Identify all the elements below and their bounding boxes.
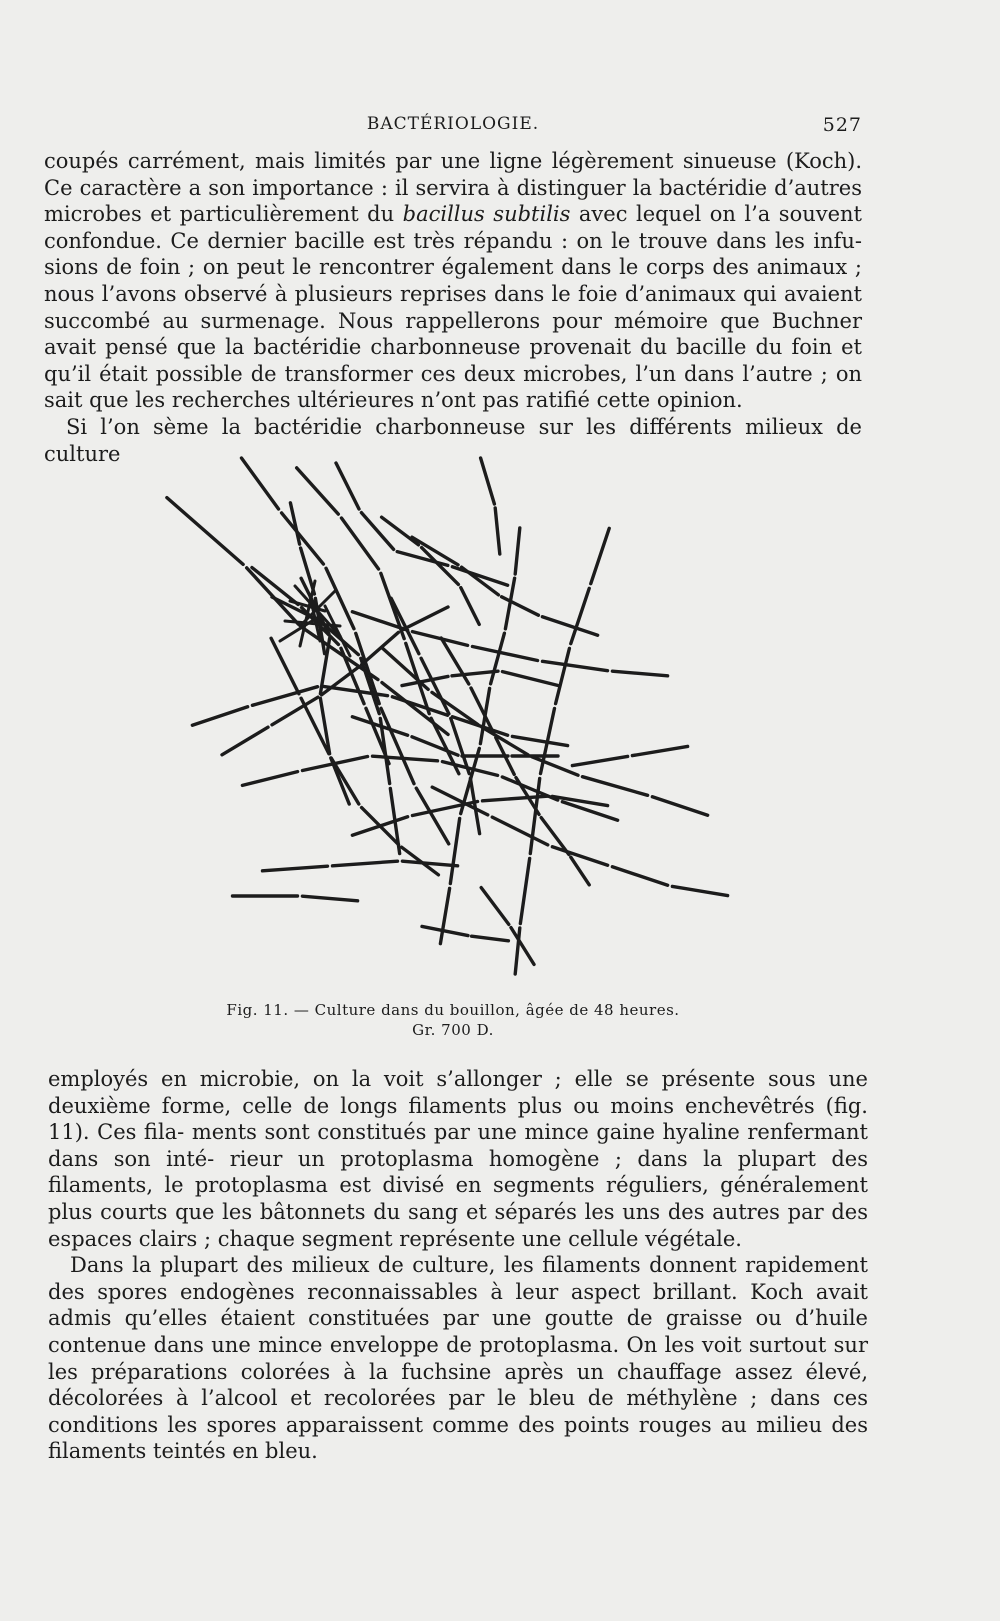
text-line: recolorées par le bleu de méthylène ; dans ces conditions les spores apparaissent [48,1386,868,1437]
filament-segment [412,802,477,816]
filament-segment [332,861,397,866]
filament-segment [271,638,299,694]
text-line: du sang et séparés les uns des autres par des espaces clairs ; chaque segment [48,1199,868,1251]
filament-segment [361,658,379,713]
filament-segment [241,458,278,509]
text-line: qu’elles étaient constituées par une goutte de graisse ou d’huile contenue dans [48,1306,868,1357]
filament-segment [571,857,589,885]
filament-segment [472,936,509,941]
text-line: possible de transformer ces deux microbes, l’un dans l’autre ; on sait que les [44,361,862,413]
filament-segment [591,528,609,583]
filament-segment [422,926,468,935]
text-line: ments sont constitués par une mince gaine hyaline renfermant dans son inté- [48,1120,868,1171]
text-line: comme des points rouges au milieu des filaments teintés en bleu. [48,1412,868,1464]
paragraph-spores [48,1252,868,1465]
text-line: une mince enveloppe de protoplasma. On les voit surtout sur les préparations [48,1332,868,1384]
filament-segment [472,647,537,661]
filament-segment [481,888,509,925]
filament-segment [482,727,528,755]
figure-illustration [150,456,850,996]
filament-segment [450,818,459,883]
filament-segment [652,797,707,815]
text-line: est divisé en segments réguliers, généralement plus courts que les bâtonnets [48,1173,868,1224]
top-text-block [44,148,862,467]
text-line: colorées à la fuchsine après un chauffage assez élevé, décolorées à l’alcool et [48,1359,868,1411]
text-line: pensé que la bactéridie charbonneuse provenait du bacille du foin et qu’il était [44,335,862,386]
text-line: avec lequel on l’a souvent [578,202,862,227]
filament-segment [552,847,607,865]
filament-segment [511,928,534,965]
species-name: bacillus subtilis [402,202,571,227]
text-line: confondue. Ce dernier bacille est très répandu : on le trouve dans les infu- [44,228,862,253]
page-header [44,114,862,140]
filament-segment [192,707,247,725]
text-line: représente une cellule végétale. [399,1226,742,1251]
filament-segment [452,717,507,735]
filament-segment [452,671,498,676]
filament-segment [571,588,589,643]
text-line: Ce caractère a son importance : il servira à distinguer la bactéridie d’autres [44,175,862,200]
text-line: succombé au surmenage. Nous rappellerons pour mémoire que Buchner avait [44,308,862,360]
filament-segment [542,661,607,670]
filament-segment [297,468,339,514]
text-line: Si l’on sème la bactéridie charbonneuse sur les différents milieux de culture [44,414,862,466]
page-number: 527 [822,114,862,136]
filament-segment [416,788,448,844]
filament-segment [402,861,457,866]
paragraph-continued [44,148,862,414]
filament-segment [167,498,243,565]
text-line: Dans la plupart des milieux de culture, les filaments donnent rapidement des [48,1253,868,1304]
filament-segment [612,867,667,885]
text-line: forme, celle de longs filaments plus ou moins enchevêtrés (fig. 11). Ces fila- [48,1093,868,1145]
filament-segment [222,727,268,755]
paragraph-filaments [48,1066,868,1252]
filament-segment [352,817,407,835]
filament-segment [361,513,393,550]
filament-segment [512,736,567,745]
bacteria-filaments-drawing [150,456,850,996]
filament-segment [262,866,327,871]
filament-segment [461,588,479,625]
text-line: sions de foin ; on peut le rencontrer également dans le corps des animaux ; [44,255,862,280]
filament-segment [402,607,448,630]
text-line: recherches ultérieures n’ont pas ratifié cette opinion. [171,388,743,413]
filament-segment [572,756,627,765]
filament-segment [372,756,437,761]
filament-segment [491,633,505,684]
figure-magnification: Gr. 700 D. [412,1021,494,1039]
filament-segment [432,692,478,724]
running-title: BACTÉRIOLOGIE. [366,114,540,134]
filament-segment [562,802,617,820]
filament-segment [672,886,727,895]
filament-segment [440,888,449,943]
figure-caption: Fig. 11. — Culture dans du bouillon, âgée de 48 heures. [226,1001,680,1019]
text-line: rieur un protoplasma homogène ; dans la plupart des filaments, le protoplasma [48,1146,868,1198]
filament-segment [520,858,529,923]
filament-segment [542,617,597,635]
filament-segment [481,458,495,504]
filament-segment [302,896,357,901]
filament-segment [612,671,667,676]
filament-segment [556,648,570,703]
text-line: microbes et particulièrement du [44,202,395,227]
text-line: spores endogènes reconnaissables à leur aspect brillant. Koch avait admis [48,1279,868,1331]
text-line: employés en microbie, on la voit s’allonger ; elle se présente sous une deuxième [48,1067,868,1118]
filament-segment [582,777,647,796]
filament-segment [495,508,500,554]
filament-segment [515,528,520,574]
filament-segment [632,746,687,755]
bottom-text-block [48,1066,868,1465]
filament-segment [492,817,548,845]
filament-segment [502,672,557,686]
filament-segment [242,772,297,786]
filament-segment [412,737,458,755]
filament-segment [552,796,607,805]
filament-segment [336,463,359,509]
text-line: nous l’avons observé à plusieurs reprises dans le foie d’animaux qui avaient [44,281,862,306]
text-line: coupés carrément, mais limités par une ligne légèrement sinueuse (Koch). [44,149,862,173]
